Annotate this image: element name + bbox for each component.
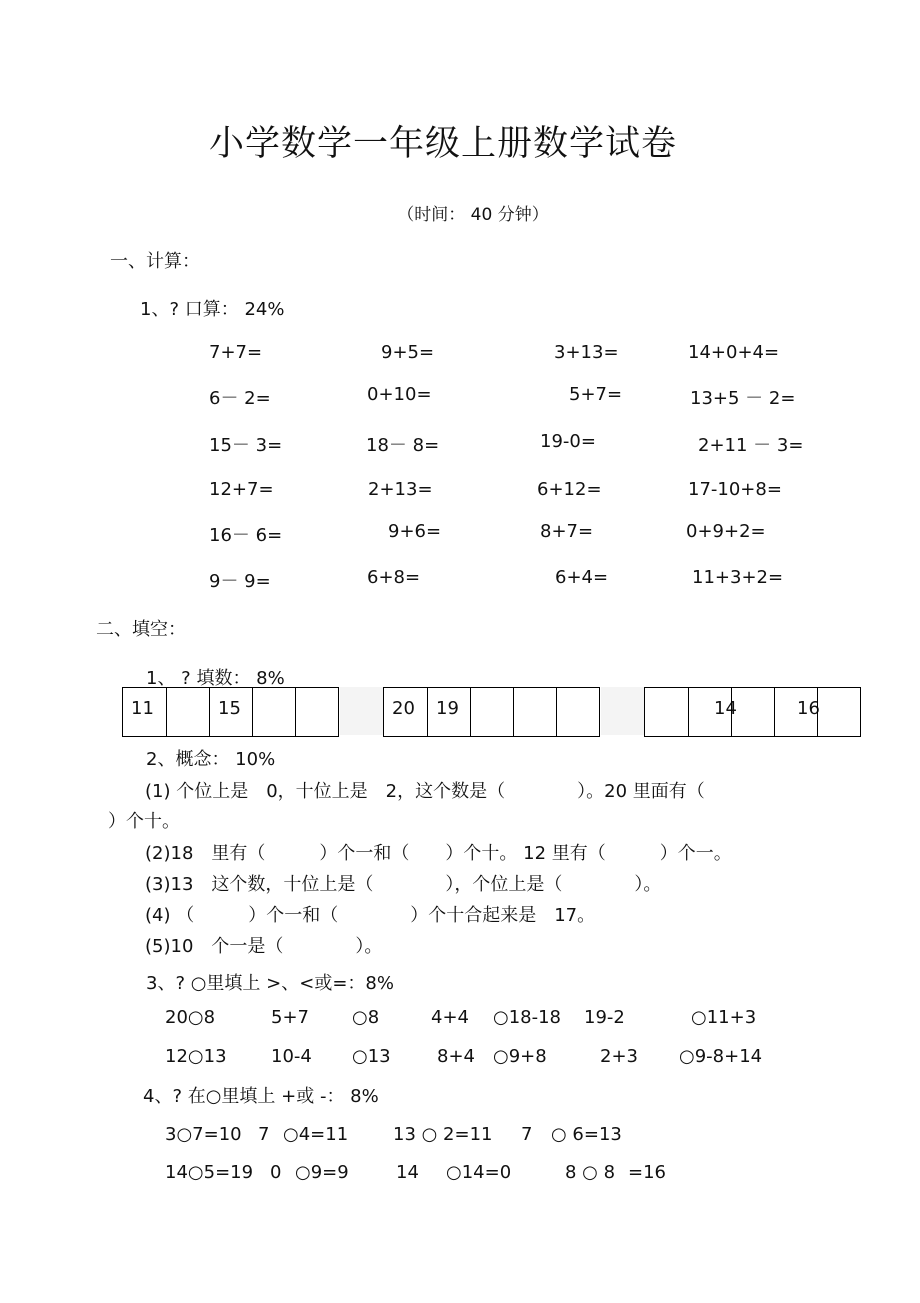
problem: 6－ 2= <box>209 388 271 409</box>
grid-cell[interactable]: 11 <box>131 698 154 719</box>
concept-item: (4) （ ）个一和（ ）个十合起来是 17。 <box>145 905 596 926</box>
operator-item: 8 ○ 8 <box>565 1162 616 1183</box>
operator-item: 3○7=10 <box>165 1124 242 1145</box>
compare-item: 12○13 <box>165 1046 227 1067</box>
grid-cell[interactable]: 19 <box>427 688 470 736</box>
problem: 0+10= <box>367 384 432 405</box>
grid-cell[interactable]: 14 <box>688 688 731 736</box>
number-grid-1 <box>122 687 339 737</box>
compare-item: 2+3 <box>600 1046 638 1067</box>
operator-item: 7 <box>521 1124 533 1145</box>
problem: 2+11 － 3= <box>698 435 804 456</box>
concept-item: ）个十。 <box>108 811 180 832</box>
q2-1-heading: 1、 ? 填数： 8% <box>146 668 285 689</box>
problem: 9－ 9= <box>209 571 271 592</box>
operator-item: ○ 6=13 <box>551 1124 622 1145</box>
compare-item: ○8 <box>352 1007 380 1028</box>
number-grid-3 <box>644 687 861 737</box>
grid-cell[interactable] <box>295 688 338 736</box>
problem: 16－ 6= <box>209 525 283 546</box>
operator-item: 14 <box>396 1162 419 1183</box>
grid-cell[interactable] <box>817 688 860 736</box>
problem: 14+0+4= <box>688 342 780 363</box>
grid-cell[interactable]: 20 <box>392 698 415 719</box>
q2-3-heading: 3、? ○里填上 >、<或=：8% <box>146 973 394 994</box>
problem: 17-10+8= <box>688 479 782 500</box>
q2-2-heading: 2、概念： 10% <box>146 749 276 770</box>
operator-item: ○9=9 <box>295 1162 349 1183</box>
section2-heading: 二、填空： <box>96 619 186 640</box>
grid-cell[interactable] <box>731 688 774 736</box>
grid-cell[interactable] <box>513 688 556 736</box>
concept-item: (1) 个位上是 0，十位上是 2，这个数是（ ）。20 里面有（ <box>145 781 705 802</box>
compare-item: ○9+8 <box>493 1046 547 1067</box>
operator-item: ○4=11 <box>283 1124 349 1145</box>
grid-cell[interactable] <box>166 688 209 736</box>
number-grid-2 <box>383 687 600 737</box>
problem: 9+5= <box>381 342 435 363</box>
grid-cell[interactable] <box>252 688 295 736</box>
compare-item: ○13 <box>352 1046 391 1067</box>
grid-gap <box>340 687 383 735</box>
compare-item: 4+4 <box>431 1007 469 1028</box>
grid-cell[interactable] <box>645 688 688 736</box>
operator-item: =16 <box>628 1162 666 1183</box>
problem: 5+7= <box>569 384 623 405</box>
problem: 9+6= <box>388 521 442 542</box>
compare-item: 5+7 <box>271 1007 309 1028</box>
grid-cell[interactable] <box>470 688 513 736</box>
compare-item: 10-4 <box>271 1046 312 1067</box>
operator-item: 7 <box>258 1124 270 1145</box>
compare-item: 19-2 <box>584 1007 625 1028</box>
problem: 0+9+2= <box>686 521 766 542</box>
compare-item: ○9-8+14 <box>679 1046 763 1067</box>
problem: 6+8= <box>367 567 421 588</box>
problem: 18－ 8= <box>366 435 440 456</box>
operator-item: 13 ○ 2=11 <box>393 1124 493 1145</box>
exam-time: （时间： 40 分钟） <box>397 205 549 225</box>
problem: 6+4= <box>555 567 609 588</box>
compare-item: ○18-18 <box>493 1007 562 1028</box>
q1-heading: 1、? 口算： 24% <box>140 299 285 320</box>
problem: 13+5 － 2= <box>690 388 796 409</box>
q2-4-heading: 4、? 在○里填上 +或 -： 8% <box>143 1086 379 1107</box>
problem: 12+7= <box>209 479 274 500</box>
compare-item: 20○8 <box>165 1007 216 1028</box>
problem: 2+13= <box>368 479 433 500</box>
section1-heading: 一、计算： <box>110 251 200 272</box>
compare-item: 8+4 <box>437 1046 475 1067</box>
problem: 15－ 3= <box>209 435 283 456</box>
concept-item: (2)18 里有（ ）个一和（ ）个十。 12 里有（ ）个一。 <box>145 843 732 864</box>
concept-item: (3)13 这个数，十位上是（ ），个位上是（ ）。 <box>145 874 662 895</box>
concept-item: (5)10 个一是（ ）。 <box>145 936 383 957</box>
operator-item: 0 <box>270 1162 282 1183</box>
grid-cell[interactable] <box>556 688 599 736</box>
problem: 6+12= <box>537 479 602 500</box>
problem: 11+3+2= <box>692 567 784 588</box>
problem: 3+13= <box>554 342 619 363</box>
grid-gap <box>601 687 644 735</box>
problem: 7+7= <box>209 342 263 363</box>
operator-item: ○14=0 <box>446 1162 512 1183</box>
page-title: 小学数学一年级上册数学试卷 <box>208 124 677 164</box>
grid-cell[interactable]: 15 <box>209 688 252 736</box>
grid-cell[interactable]: 16 <box>774 688 817 736</box>
operator-item: 14○5=19 <box>165 1162 254 1183</box>
compare-item: ○11+3 <box>691 1007 757 1028</box>
problem: 19-0= <box>540 431 596 452</box>
problem: 8+7= <box>540 521 594 542</box>
